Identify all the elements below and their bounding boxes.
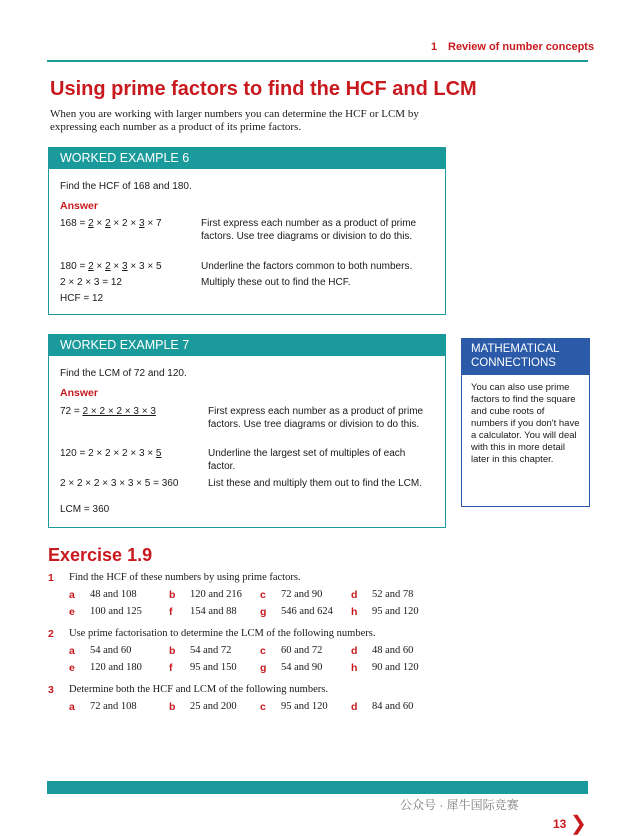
q1-part-label: b [169,589,176,601]
question-1-text: Find the HCF of these numbers by using prime factors. [69,572,301,583]
q2-part-label: e [69,662,75,674]
example7-answer-label: Answer [60,387,98,399]
q3-part-value: 95 and 120 [281,701,328,712]
q3-part-value: 72 and 108 [90,701,137,712]
example6-answer-label: Answer [60,200,98,212]
footer-bar [47,781,588,794]
example6-line1: 168 = 2 × 2 × 2 × 3 × 7 [60,218,162,229]
example6-line3: 2 × 2 × 3 = 12 [60,277,122,288]
q1-part-label: d [351,589,358,601]
q3-part-label: b [169,701,176,713]
worked-example-7-heading: WORKED EXAMPLE 7 [49,335,445,356]
q1-part-value: 100 and 125 [90,606,142,617]
page-number: 13 [553,817,567,831]
watermark-text: 公众号 · 犀牛国际竞赛 [400,798,519,812]
q1-part-value: 546 and 624 [281,606,333,617]
q3-part-value: 25 and 200 [190,701,237,712]
q1-part-value: 48 and 108 [90,589,137,600]
question-2-text: Use prime factorisation to determine the LCM of the following numbers. [69,628,376,639]
q2-part-value: 54 and 60 [90,645,132,656]
q2-part-label: b [169,645,176,657]
example7-question: Find the LCM of 72 and 120. [60,368,187,379]
q2-part-label: d [351,645,358,657]
example7-note1: First express each number as a product of prime factors. Use tree diagrams or division to do this. [208,406,424,430]
q2-part-value: 54 and 72 [190,645,232,656]
worked-example-6 [48,147,446,315]
example6-note2: Underline the factors common to both numbers. [201,261,413,272]
chapter-title: Review of number concepts [448,41,595,53]
q3-part-label: d [351,701,358,713]
header-rule [47,60,588,62]
chapter-number: 1 [431,41,438,53]
q2-part-value: 60 and 72 [281,645,323,656]
example6-note3: Multiply these out to find the HCF. [201,277,351,288]
example7-line1: 72 = 2 × 2 × 2 × 3 × 3 [60,406,156,417]
q1-part-label: g [260,606,267,618]
mathematical-connections-box [461,338,590,507]
q2-part-label: h [351,662,358,674]
example6-note1: First express each number as a product of prime factors. Use tree diagrams or division to do this. [201,218,417,242]
question-2-number: 2 [48,628,54,640]
q2-part-value: 54 and 90 [281,662,323,673]
q1-part-value: 154 and 88 [190,606,237,617]
example6-line2: 180 = 2 × 2 × 3 × 3 × 5 [60,261,162,272]
q2-part-value: 90 and 120 [372,662,419,673]
q1-part-label: e [69,606,75,618]
q1-part-value: 52 and 78 [372,589,414,600]
q2-part-label: a [69,645,75,657]
section-intro: When you are working with larger numbers you can determine the HCF or LCM by expressing each number as a product of its prime factors. [50,108,419,133]
section-title: Using prime factors to find the HCF and LCM [50,78,477,100]
next-page-chevron-icon[interactable]: ❯ [570,813,587,835]
q1-part-label: a [69,589,75,601]
connections-body: You can also use prime factors to find the square and cube roots of numbers if you don't have a calculator. You will deal with this in more detail later in this chapter. [471,382,580,465]
q1-part-label: f [169,606,173,618]
example7-note3: List these and multiply them out to find the LCM. [208,478,422,489]
worked-example-7 [48,334,446,528]
q1-part-label: c [260,589,266,601]
example7-note2: Underline the largest set of multiples of each factor. [208,448,406,472]
q1-part-value: 95 and 120 [372,606,419,617]
exercise-title: Exercise 1.9 [48,545,153,565]
example7-line3: 2 × 2 × 2 × 3 × 3 × 5 = 360 [60,478,179,489]
q2-part-value: 48 and 60 [372,645,414,656]
worked-example-6-heading: WORKED EXAMPLE 6 [49,148,445,169]
question-3-number: 3 [48,684,54,696]
example6-question: Find the HCF of 168 and 180. [60,181,192,192]
q1-part-value: 72 and 90 [281,589,323,600]
question-1-number: 1 [48,572,54,584]
example7-line4: LCM = 360 [60,504,110,515]
q2-part-label: g [260,662,267,674]
connections-heading: MATHEMATICAL CONNECTIONS [462,339,589,375]
example7-line2: 120 = 2 × 2 × 2 × 3 × 5 [60,448,162,459]
q2-part-label: f [169,662,173,674]
q1-part-label: h [351,606,358,618]
q3-part-label: c [260,701,266,713]
q1-part-value: 120 and 216 [190,589,242,600]
q2-part-value: 95 and 150 [190,662,237,673]
q3-part-label: a [69,701,75,713]
q3-part-value: 84 and 60 [372,701,414,712]
q2-part-label: c [260,645,266,657]
example6-line4: HCF = 12 [60,293,104,304]
question-3-text: Determine both the HCF and LCM of the following numbers. [69,684,328,695]
q2-part-value: 120 and 180 [90,662,142,673]
